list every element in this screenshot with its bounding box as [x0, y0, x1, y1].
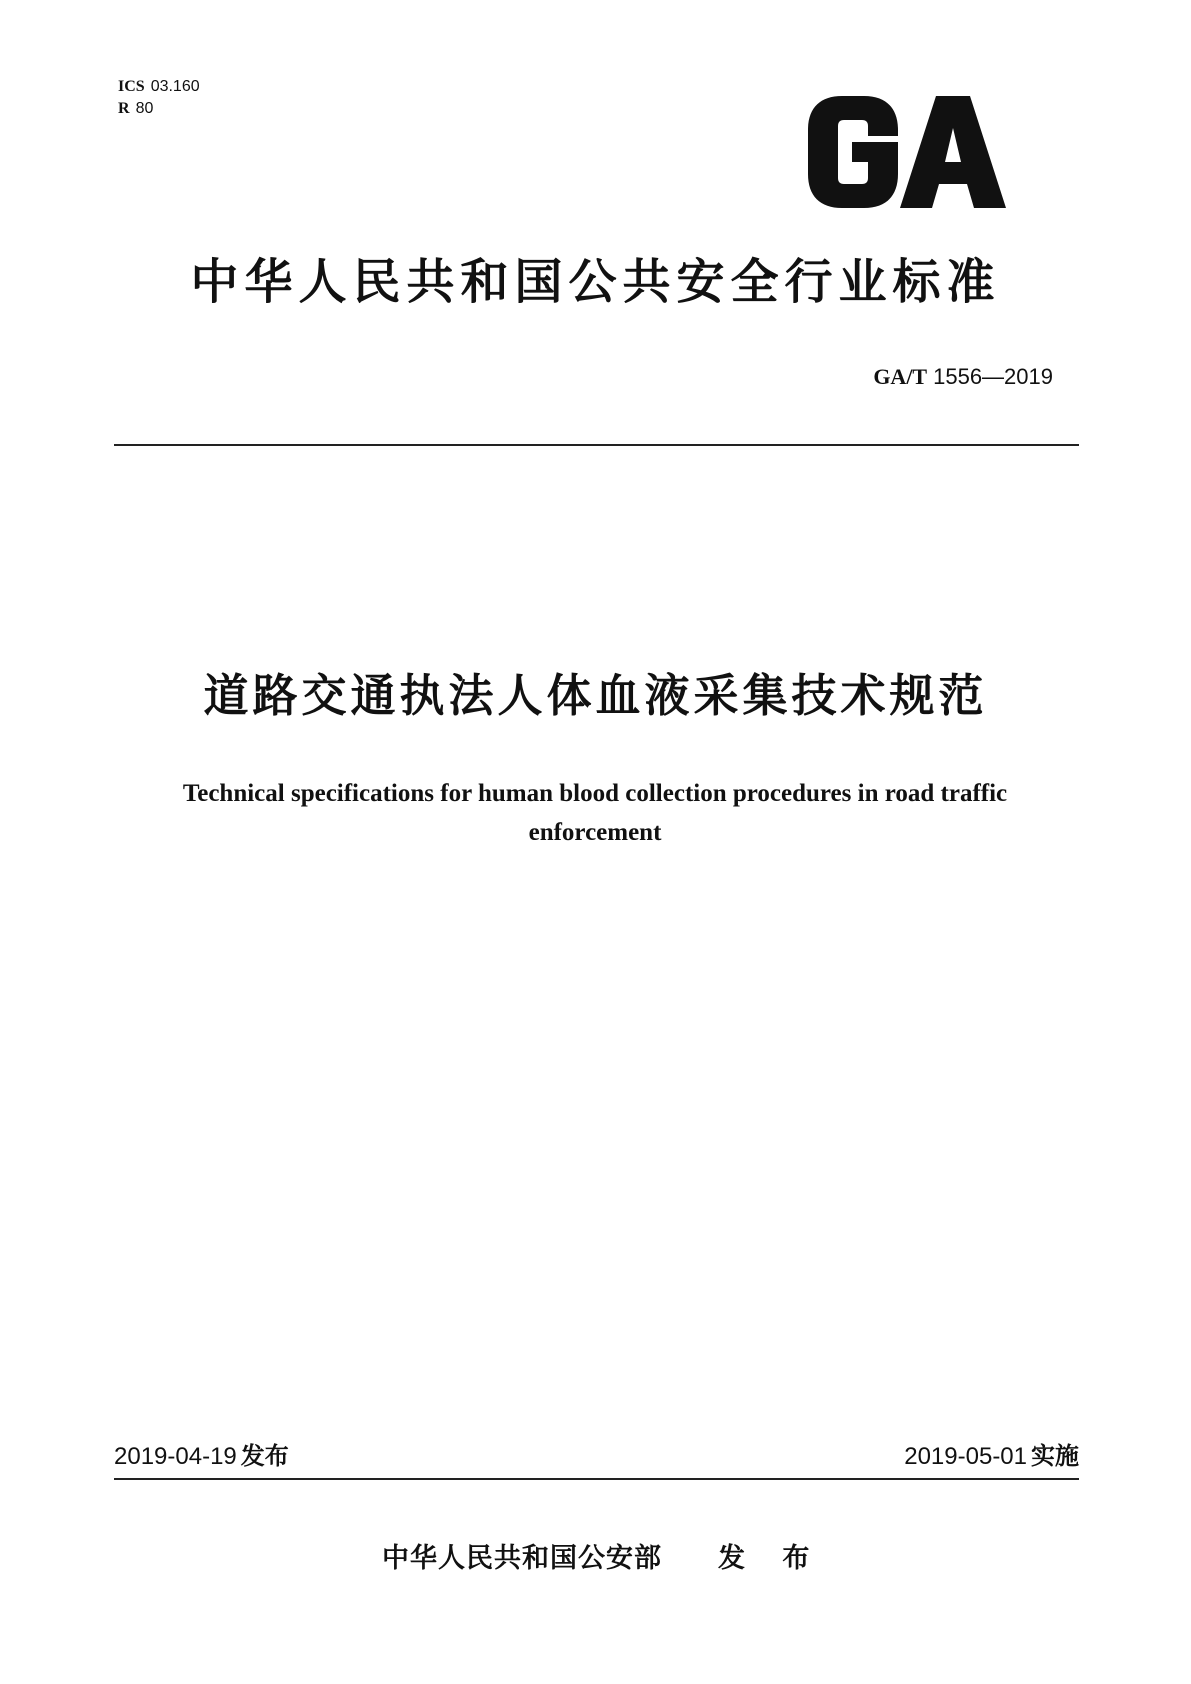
standard-number — [873, 363, 1053, 392]
ics-label: ICS — [118, 78, 145, 95]
classification-codes — [118, 76, 200, 120]
implementation-date-value: 2019-05-01 — [904, 1443, 1027, 1470]
issue-date-label: 发布 — [240, 1442, 289, 1470]
r-line — [118, 98, 200, 120]
standard-number-value: 1556—2019 — [933, 364, 1053, 389]
issue-date — [114, 1441, 289, 1472]
ics-code: 03.160 — [150, 78, 200, 95]
implementation-date — [904, 1441, 1079, 1472]
issue-date-value: 2019-04-19 — [114, 1443, 237, 1470]
r-code: 80 — [135, 100, 154, 117]
standard-category-title: 中华人民共和国公共安全行业标准 — [190, 254, 1001, 310]
publisher — [382, 1542, 823, 1576]
publisher-name: 中华人民共和国公安部 — [382, 1543, 662, 1574]
r-label: R — [118, 100, 130, 117]
ga-logo — [784, 96, 1018, 208]
ics-line — [118, 76, 200, 98]
implementation-date-label: 实施 — [1031, 1442, 1079, 1470]
document-title-en — [130, 774, 1060, 852]
document-title-en-line1: Technical specifications for human blood collection procedures in road traffic — [182, 780, 1008, 807]
top-divider — [114, 444, 1079, 446]
document-title-en-line2: enforcement — [528, 819, 662, 846]
bottom-divider — [114, 1478, 1079, 1480]
publisher-label: 发 布 — [718, 1543, 824, 1574]
standard-number-prefix: GA/T — [873, 364, 928, 389]
document-title-cn: 道路交通执法人体血液采集技术规范 — [203, 669, 988, 722]
